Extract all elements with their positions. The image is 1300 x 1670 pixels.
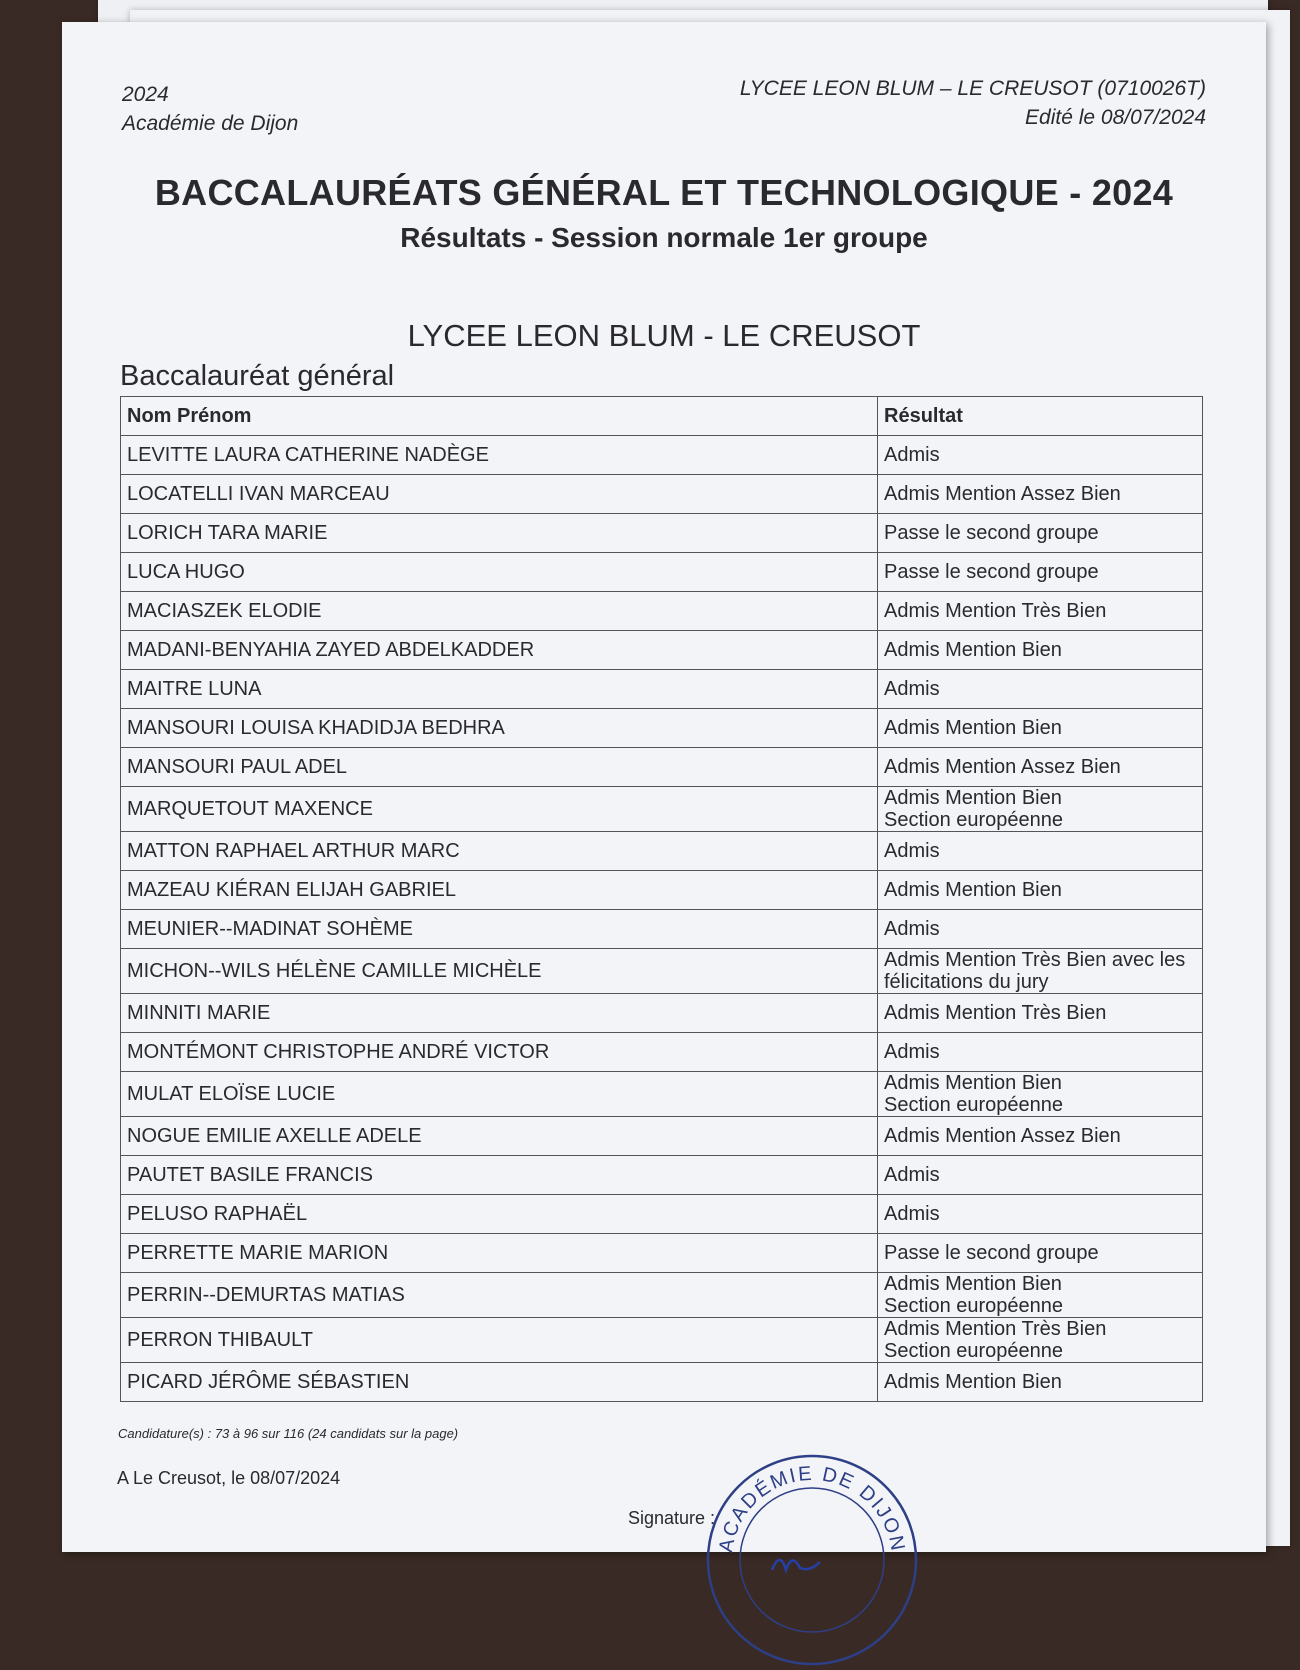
table-row [121, 1072, 1203, 1117]
table-row [121, 553, 1203, 592]
cell-result [878, 1318, 1203, 1363]
cell-name: PICARD JÉRÔME SÉBASTIEN [121, 1363, 878, 1402]
cell-name: LUCA HUGO [121, 553, 878, 592]
result-line: Admis [884, 1203, 940, 1225]
column-header-name: Nom Prénom [121, 397, 878, 436]
result-line: Passe le second groupe [884, 561, 1099, 583]
cell-name: MAZEAU KIÉRAN ELIJAH GABRIEL [121, 871, 878, 910]
cell-result [878, 1234, 1203, 1273]
result-line: Admis [884, 1164, 940, 1186]
cell-result [878, 1033, 1203, 1072]
result-line-2: Section européenne [884, 1340, 1064, 1362]
cell-name: PERRON THIBAULT [121, 1318, 878, 1363]
cell-name: LEVITTE LAURA CATHERINE NADÈGE [121, 436, 878, 475]
header-school-code: LYCEE LEON BLUM – LE CREUSOT (0710026T) [739, 77, 1206, 100]
result-line: Admis Mention Très Bien avec les [884, 949, 1186, 971]
cell-result [878, 670, 1203, 709]
result-line: Admis [884, 840, 940, 862]
result-line: Admis Mention Bien [884, 1371, 1062, 1393]
result-line: Admis Mention Assez Bien [884, 483, 1121, 505]
cell-name: LORICH TARA MARIE [121, 514, 878, 553]
result-line: Admis Mention Bien [884, 787, 1062, 809]
table-row [121, 475, 1203, 514]
cell-result [878, 1273, 1203, 1318]
cell-name: MAITRE LUNA [121, 670, 878, 709]
table-row [121, 1234, 1203, 1273]
cell-result [878, 436, 1203, 475]
document-title: BACCALAURÉATS GÉNÉRAL ET TECHNOLOGIQUE - 2024 [154, 172, 1174, 213]
results-table [120, 396, 1203, 1402]
cell-result [878, 1117, 1203, 1156]
result-line: Admis Mention Bien [884, 1273, 1062, 1295]
result-line-2: Section européenne [884, 809, 1064, 831]
table-row [121, 1363, 1203, 1402]
header-year: 2024 [122, 83, 169, 106]
result-line: Admis Mention Bien [884, 717, 1062, 739]
cell-name: PELUSO RAPHAËL [121, 1195, 878, 1234]
cell-name: MACIASZEK ELODIE [121, 592, 878, 631]
result-line: Admis Mention Très Bien [884, 600, 1107, 622]
cell-result [878, 514, 1203, 553]
academy-stamp [702, 1450, 922, 1670]
cell-name: LOCATELLI IVAN MARCEAU [121, 475, 878, 514]
document-subtitle: Résultats - Session normale 1er groupe [400, 222, 928, 253]
result-line: Passe le second groupe [884, 1242, 1099, 1264]
table-row [121, 787, 1203, 832]
cell-result [878, 832, 1203, 871]
header-edition-date: Edité le 08/07/2024 [1025, 106, 1206, 129]
table-row [121, 748, 1203, 787]
section-title: Baccalauréat général [120, 360, 395, 392]
candidates-footnote: Candidature(s) : 73 à 96 sur 116 (24 candidats sur la page) [118, 1426, 459, 1441]
header-right [740, 74, 1206, 132]
cell-result [878, 871, 1203, 910]
result-line: Passe le second groupe [884, 522, 1099, 544]
cell-name: MADANI-BENYAHIA ZAYED ABDELKADDER [121, 631, 878, 670]
cell-result [878, 553, 1203, 592]
table-row [121, 1318, 1203, 1363]
school-name: LYCEE LEON BLUM - LE CREUSOT [407, 318, 921, 353]
cell-result [878, 475, 1203, 514]
cell-result [878, 994, 1203, 1033]
table-row [121, 592, 1203, 631]
table-row [121, 670, 1203, 709]
table-row [121, 1156, 1203, 1195]
cell-result [878, 1072, 1203, 1117]
result-line: Admis [884, 444, 940, 466]
table-row [121, 910, 1203, 949]
table-row [121, 709, 1203, 748]
result-line: Admis [884, 1041, 940, 1063]
svg-text:ACADÉMIE DE DIJON: ACADÉMIE DE DIJON [715, 1462, 909, 1555]
table-row [121, 1033, 1203, 1072]
cell-name: MARQUETOUT MAXENCE [121, 787, 878, 832]
table-header-row [121, 397, 1203, 436]
table-row [121, 871, 1203, 910]
cell-result [878, 910, 1203, 949]
table-row [121, 436, 1203, 475]
column-header-result: Résultat [878, 397, 1203, 436]
cell-name: MEUNIER--MADINAT SOHÈME [121, 910, 878, 949]
table-row [121, 1117, 1203, 1156]
result-line: Admis [884, 678, 940, 700]
result-line-2: Section européenne [884, 1295, 1064, 1317]
cell-result [878, 949, 1203, 994]
table-row [121, 832, 1203, 871]
result-line: Admis Mention Bien [884, 879, 1062, 901]
table-row [121, 1273, 1203, 1318]
cell-name: MULAT ELOÏSE LUCIE [121, 1072, 878, 1117]
cell-name: NOGUE EMILIE AXELLE ADELE [121, 1117, 878, 1156]
cell-result [878, 1195, 1203, 1234]
cell-name: MATTON RAPHAEL ARTHUR MARC [121, 832, 878, 871]
cell-result [878, 1363, 1203, 1402]
cell-result [878, 709, 1203, 748]
result-line: Admis Mention Bien [884, 639, 1062, 661]
cell-name: MINNITI MARIE [121, 994, 878, 1033]
result-line: Admis [884, 918, 940, 940]
signature-label: Signature : [628, 1508, 716, 1528]
result-line: Admis Mention Très Bien [884, 1318, 1107, 1340]
cell-name: MANSOURI PAUL ADEL [121, 748, 878, 787]
result-line: Admis Mention Assez Bien [884, 756, 1121, 778]
cell-result [878, 592, 1203, 631]
results-page [62, 22, 1266, 1555]
result-line: Admis Mention Assez Bien [884, 1125, 1121, 1147]
cell-name: PERRIN--DEMURTAS MATIAS [121, 1273, 878, 1318]
table-row [121, 1195, 1203, 1234]
table-row [121, 631, 1203, 670]
cell-name: PAUTET BASILE FRANCIS [121, 1156, 878, 1195]
table-row [121, 994, 1203, 1033]
cell-result [878, 631, 1203, 670]
cell-name: MICHON--WILS HÉLÈNE CAMILLE MICHÈLE [121, 949, 878, 994]
result-line: Admis Mention Bien [884, 1072, 1062, 1094]
cell-result [878, 1156, 1203, 1195]
table-row [121, 949, 1203, 994]
cell-result [878, 787, 1203, 832]
result-line-2: Section européenne [884, 1094, 1064, 1116]
cell-name: PERRETTE MARIE MARION [121, 1234, 878, 1273]
cell-name: MONTÉMONT CHRISTOPHE ANDRÉ VICTOR [121, 1033, 878, 1072]
table-row [121, 514, 1203, 553]
result-line-2: félicitations du jury [884, 971, 1049, 993]
cell-result [878, 748, 1203, 787]
result-line: Admis Mention Très Bien [884, 1002, 1107, 1024]
header-left [122, 80, 298, 138]
cell-name: MANSOURI LOUISA KHADIDJA BEDHRA [121, 709, 878, 748]
header-academy: Académie de Dijon [122, 112, 299, 135]
place-date: A Le Creusot, le 08/07/2024 [117, 1468, 341, 1488]
